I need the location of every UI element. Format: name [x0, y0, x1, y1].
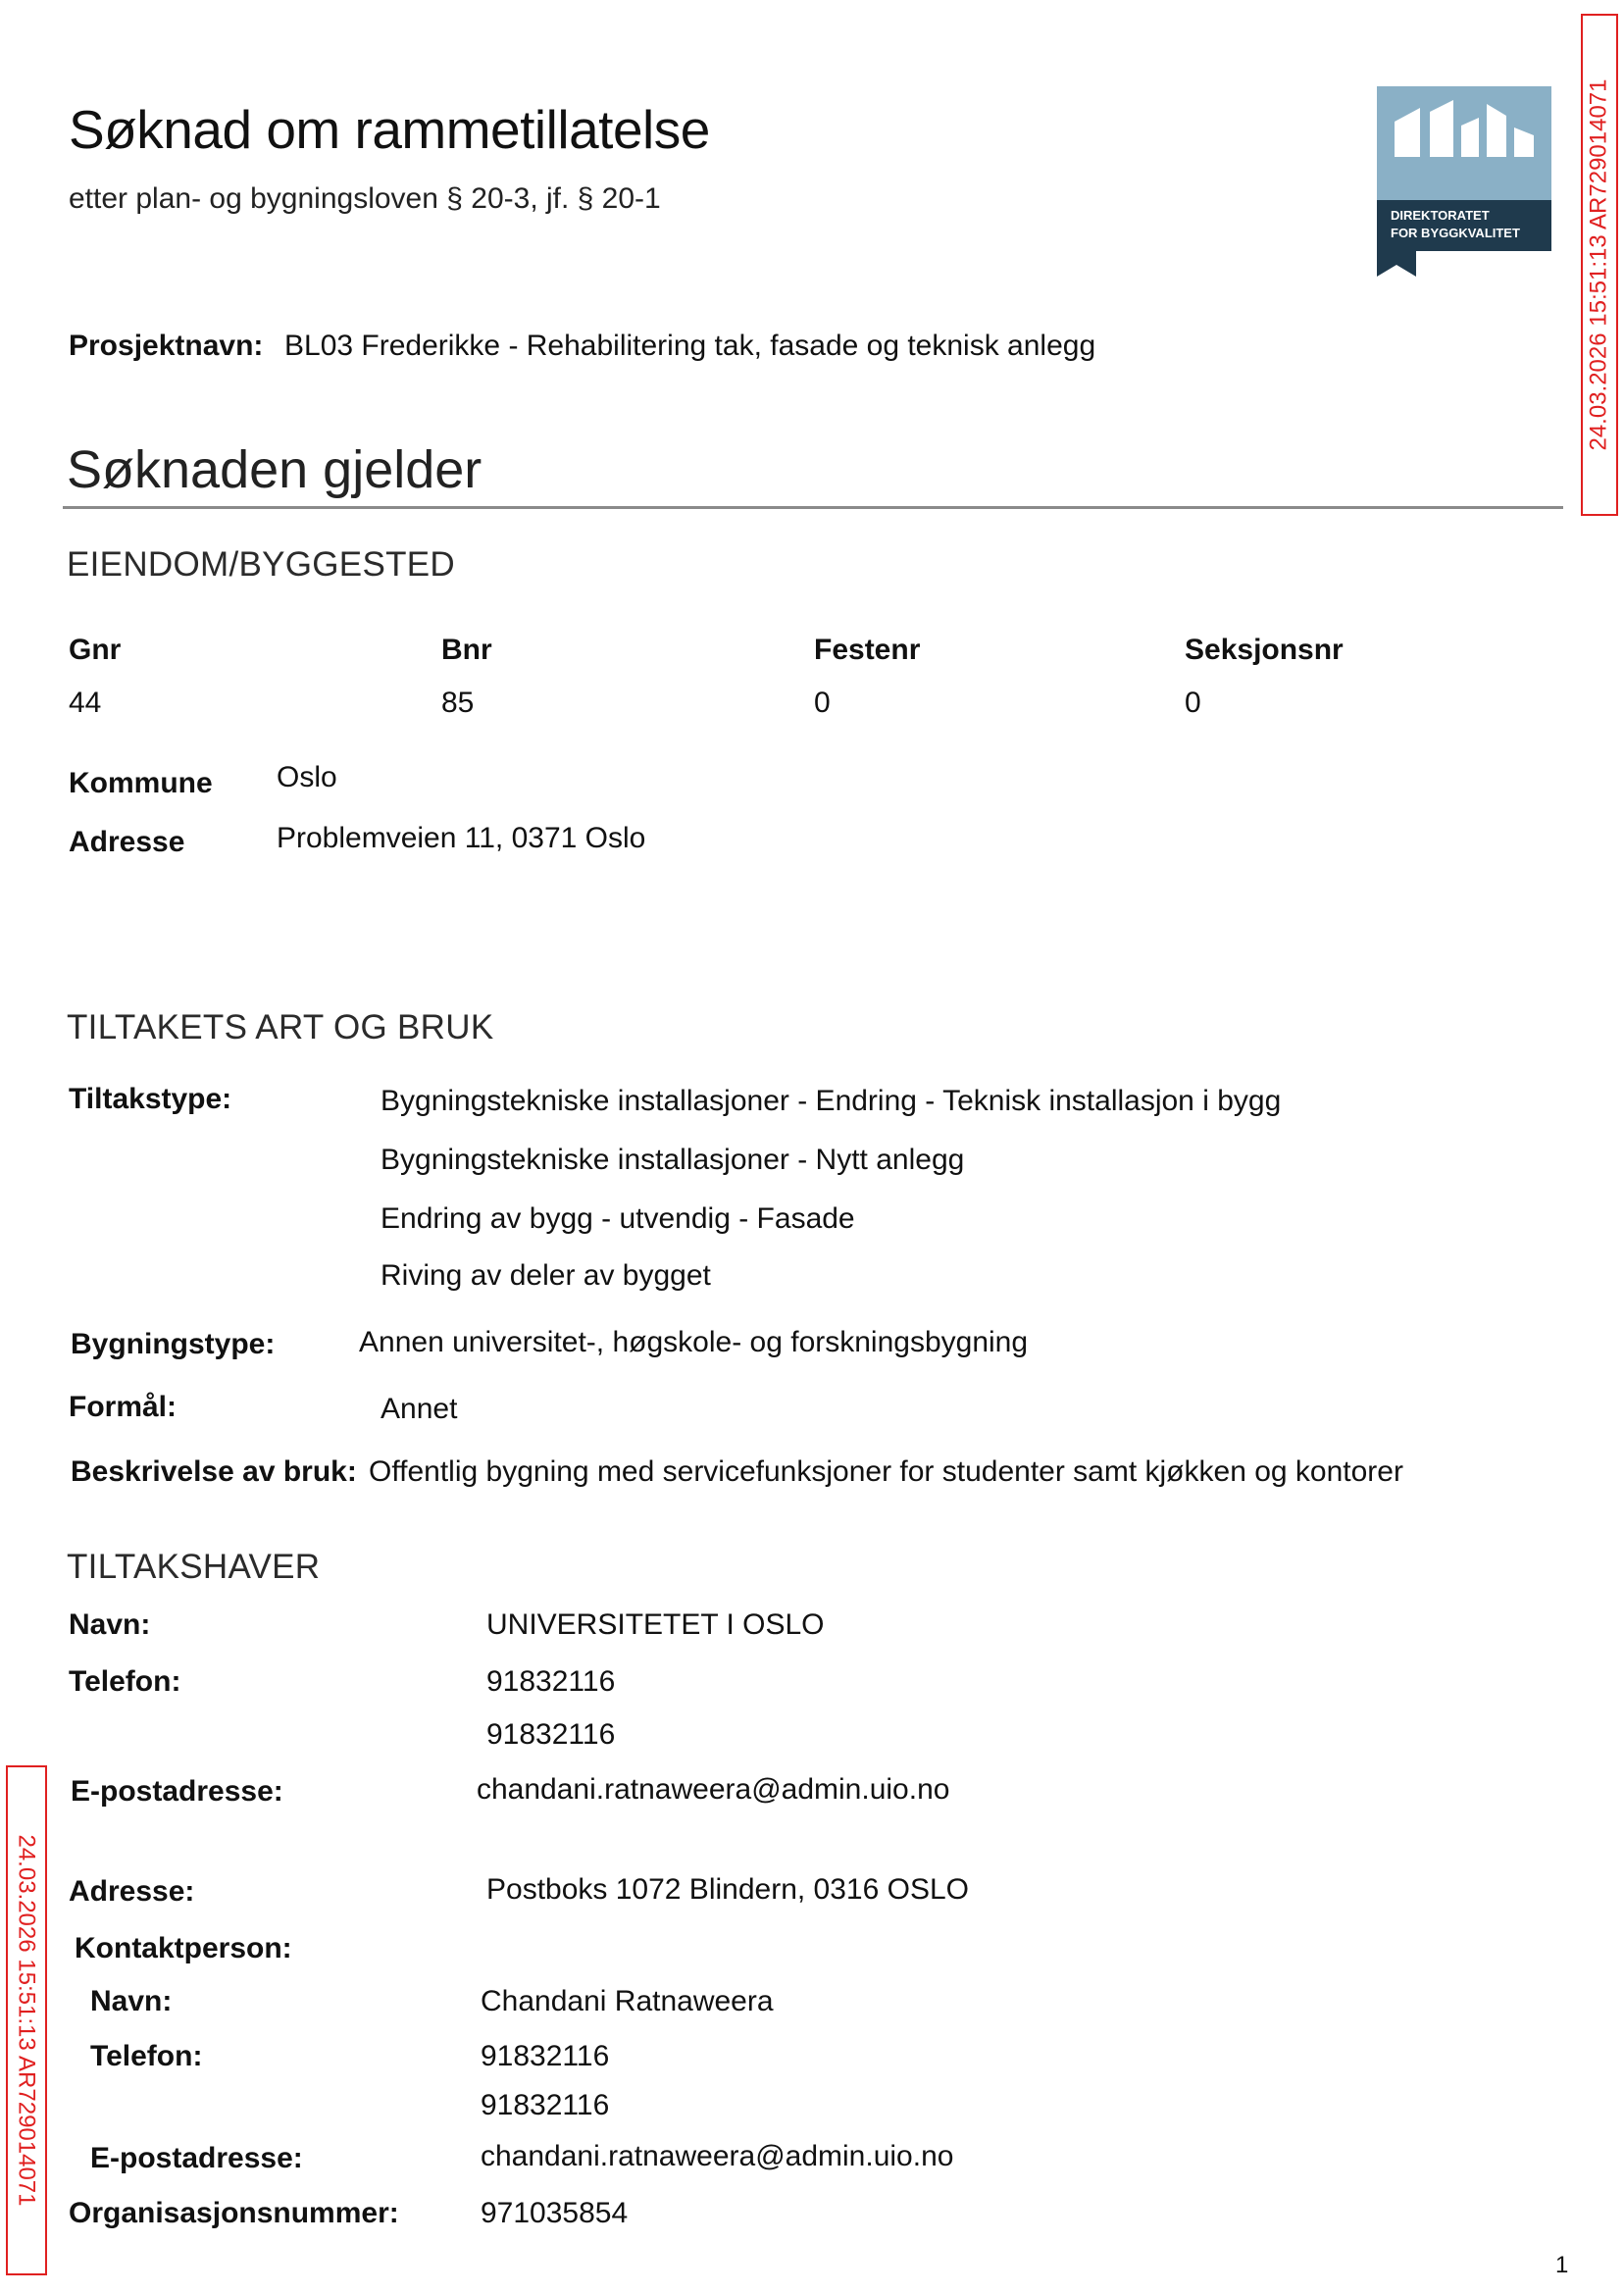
stamp-text: 24.03.2026 15:51:13 AR729014071 [1586, 78, 1612, 451]
project-name: BL03 Frederikke - Rehabilitering tak, fasade og teknisk anlegg [284, 330, 1096, 362]
bygningstype-value: Annen universitet-, høgskole- og forskningsbygning [359, 1326, 1029, 1358]
tiltak-heading: TILTAKETS ART OG BRUK [67, 1008, 494, 1046]
logo-text-line2: FOR BYGGKVALITET [1391, 226, 1520, 240]
tiltakstype-item: Bygningstekniske installasjoner - Endring - Teknisk installasjon i bygg [381, 1085, 1282, 1117]
orgnr-value: 971035854 [481, 2197, 629, 2229]
kontakt-telefon-value: 91832116 [481, 2089, 610, 2121]
gnr-value: 44 [69, 687, 102, 719]
dibk-logo [1377, 86, 1551, 277]
tiltakshaver-telefon-value: 91832116 [486, 1718, 616, 1751]
bnr-label: Bnr [441, 634, 492, 666]
tiltakshaver-epost-label: E-postadresse: [71, 1775, 283, 1808]
kontakt-epost-label: E-postadresse: [90, 2142, 303, 2174]
bnr-value: 85 [441, 687, 475, 719]
kommune-label: Kommune [69, 767, 213, 799]
tiltakstype-item: Bygningstekniske installasjoner - Nytt anlegg [381, 1144, 965, 1176]
eiendom-heading: EIENDOM/BYGGESTED [67, 545, 455, 584]
formal-label: Formål: [69, 1391, 178, 1423]
kontakt-epost-value: chandani.ratnaweera@admin.uio.no [481, 2140, 954, 2172]
kontaktperson-label: Kontaktperson: [75, 1932, 292, 1964]
kontakt-navn-label: Navn: [90, 1985, 173, 2017]
tiltakstype-label: Tiltakstype: [69, 1083, 232, 1115]
kontakt-telefon-label: Telefon: [90, 2040, 203, 2072]
stamp-text: 24.03.2026 15:51:13 AR729014071 [14, 1834, 40, 2207]
tiltakshaver-telefon-value: 91832116 [486, 1665, 616, 1698]
seksjonsnr-label: Seksjonsnr [1185, 634, 1344, 666]
festenr-label: Festenr [814, 634, 921, 666]
tiltakshaver-epost-value: chandani.ratnaweera@admin.uio.no [477, 1773, 950, 1806]
kommune-value: Oslo [277, 761, 337, 793]
document-title: Søknad om rammetillatelse [69, 99, 710, 160]
beskrivelse-label: Beskrivelse av bruk: [71, 1455, 357, 1488]
tiltakshaver-adresse-value: Postboks 1072 Blindern, 0316 OSLO [486, 1873, 969, 1906]
adresse-value: Problemveien 11, 0371 Oslo [277, 822, 646, 854]
timestamp-stamp-top [1581, 14, 1618, 516]
orgnr-label: Organisasjonsnummer: [69, 2197, 399, 2229]
bygningstype-label: Bygningstype: [71, 1328, 276, 1360]
adresse-label: Adresse [69, 826, 185, 858]
seksjonsnr-value: 0 [1185, 687, 1201, 719]
festenr-value: 0 [814, 687, 831, 719]
logo-text-line1: DIREKTORATET [1391, 208, 1490, 223]
kontakt-telefon-value: 91832116 [481, 2040, 610, 2072]
tiltakshaver-telefon-label: Telefon: [69, 1665, 181, 1698]
tiltakshaver-heading: TILTAKSHAVER [67, 1548, 321, 1586]
tiltakshaver-navn-label: Navn: [69, 1608, 151, 1641]
beskrivelse-value: Offentlig bygning med servicefunksjoner for studenter samt kjøkken og kontorer [369, 1455, 1403, 1488]
section-title: Søknaden gjelder [67, 440, 482, 499]
formal-value: Annet [381, 1393, 458, 1425]
dibk-logo-icon [1377, 86, 1551, 277]
project-label: Prosjektnavn: [69, 330, 264, 362]
tiltakshaver-navn-value: UNIVERSITETET I OSLO [486, 1608, 825, 1641]
page-number: 1 [1555, 2252, 1569, 2278]
gnr-label: Gnr [69, 634, 122, 666]
tiltakstype-item: Riving av deler av bygget [381, 1259, 711, 1292]
section-divider [63, 506, 1563, 509]
timestamp-stamp-left [6, 1765, 47, 2275]
document-subtitle: etter plan- og bygningsloven § 20-3, jf. § 20-1 [69, 182, 661, 215]
tiltakshaver-adresse-label: Adresse: [69, 1875, 195, 1908]
kontakt-navn-value: Chandani Ratnaweera [481, 1985, 774, 2017]
tiltakstype-item: Endring av bygg - utvendig - Fasade [381, 1202, 855, 1235]
